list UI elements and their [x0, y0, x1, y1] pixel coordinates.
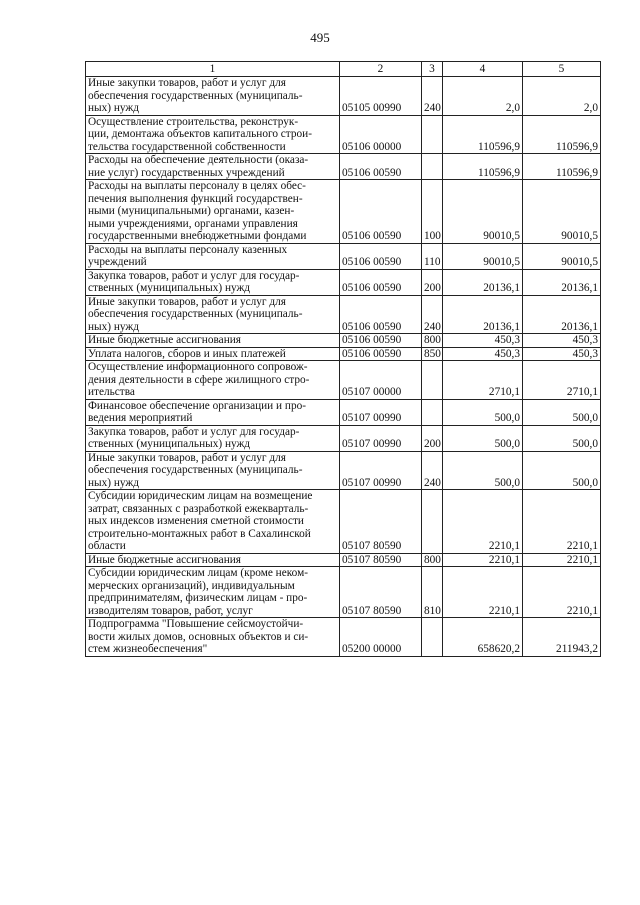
row-code: 05106 00000: [340, 115, 422, 154]
description-line: Финансовое обеспечение организации и про-: [88, 399, 307, 412]
description-line: Расходы на выплаты персоналу казенных: [88, 243, 288, 256]
row-expense-type: 810: [422, 567, 443, 618]
row-description: [86, 361, 340, 400]
row-description: [86, 295, 340, 334]
description-line: ных) нужд: [88, 102, 139, 114]
row-amount-2: 20136,1: [523, 269, 601, 295]
table-row: [86, 567, 601, 618]
table-row: [86, 115, 601, 154]
table-row: [86, 553, 601, 567]
row-description: [86, 115, 340, 154]
table-row: [86, 154, 601, 180]
description-line: Расходы на обеспечение деятельности (оказа-: [88, 154, 309, 166]
row-amount-2: 110596,9: [523, 154, 601, 180]
description-line: Осуществление информационного сопровож-: [88, 361, 308, 373]
description-line: Закупка товаров, работ и услуг для государ-: [88, 269, 300, 282]
row-expense-type: 100: [422, 180, 443, 244]
row-code: 05107 80590: [340, 553, 422, 567]
table-row: [86, 490, 601, 554]
row-description: [86, 567, 340, 618]
description-line: Уплата налогов, сборов и иных платежей: [88, 347, 286, 360]
description-line: Субсидии юридическим лицам (кроме неком-: [88, 567, 309, 579]
description-line: Иные бюджетные ассигнования: [88, 334, 241, 346]
description-line: ние услуг) государственных учреждений: [88, 166, 285, 179]
table-row: [86, 180, 601, 244]
description-line: Иные закупки товаров, работ и услуг для: [88, 295, 286, 308]
row-amount-1: 110596,9: [443, 115, 523, 154]
row-amount-1: 450,3: [443, 334, 523, 348]
row-description: [86, 490, 340, 554]
row-amount-1: 500,0: [443, 425, 523, 451]
table-row: [86, 399, 601, 425]
description-line: Расходы на выплаты персоналу в целях обес-: [88, 180, 306, 192]
row-amount-2: 450,3: [523, 334, 601, 348]
table-row: [86, 334, 601, 348]
row-expense-type: [422, 490, 443, 554]
row-description: [86, 154, 340, 180]
description-line: ными (муниципальными) органами, казен-: [88, 205, 295, 217]
row-code: 05106 00590: [340, 347, 422, 361]
description-line: ными учреждениями, органами управления: [88, 217, 298, 230]
row-code: 05200 00000: [340, 618, 422, 657]
column-header-amount-1: 4: [443, 62, 523, 77]
row-description: [86, 243, 340, 269]
row-amount-2: 20136,1: [523, 295, 601, 334]
description-line: Подпрограмма "Повышение сейсмоустойчи-: [88, 618, 304, 630]
row-description: [86, 77, 340, 116]
description-line: Иные закупки товаров, работ и услуг для: [88, 451, 286, 464]
row-description: [86, 451, 340, 490]
description-line: Иные бюджетные ассигнования: [88, 553, 241, 566]
row-amount-2: 90010,5: [523, 243, 601, 269]
table-row: [86, 451, 601, 490]
description-line: мерческих организаций), индивидуальным: [88, 579, 295, 592]
table-row: [86, 295, 601, 334]
row-amount-2: 500,0: [523, 451, 601, 490]
row-code: 05107 00000: [340, 361, 422, 400]
row-amount-2: 500,0: [523, 425, 601, 451]
row-expense-type: [422, 618, 443, 657]
row-amount-1: 2210,1: [443, 553, 523, 567]
row-code: 05106 00590: [340, 334, 422, 348]
column-header-name: 1: [86, 62, 340, 77]
description-line: дения деятельности в сфере жилищного стро-: [88, 373, 310, 386]
row-amount-2: 450,3: [523, 347, 601, 361]
table-row: [86, 425, 601, 451]
row-code: 05107 00990: [340, 425, 422, 451]
description-line: строительно-монтажных работ в Сахалинской: [88, 527, 311, 540]
description-line: Закупка товаров, работ и услуг для государ-: [88, 425, 300, 438]
row-amount-1: 2710,1: [443, 361, 523, 400]
row-expense-type: [422, 361, 443, 400]
row-expense-type: 240: [422, 451, 443, 490]
row-amount-1: 110596,9: [443, 154, 523, 180]
description-line: учреждений: [88, 256, 147, 268]
description-line: ведения мероприятий: [88, 412, 193, 424]
row-code: 05106 00590: [340, 243, 422, 269]
table-row: [86, 269, 601, 295]
description-line: обеспечения государственных (муниципаль-: [88, 464, 303, 476]
row-amount-1: 2210,1: [443, 490, 523, 554]
row-description: [86, 180, 340, 244]
description-line: обеспечения государственных (муниципаль-: [88, 308, 303, 320]
row-code: 05105 00990: [340, 77, 422, 116]
row-code: 05106 00590: [340, 295, 422, 334]
row-expense-type: 200: [422, 269, 443, 295]
row-expense-type: [422, 399, 443, 425]
row-amount-1: 20136,1: [443, 295, 523, 334]
row-description: [86, 425, 340, 451]
description-line: затрат, связанных с разработкой ежекварталь-: [88, 502, 309, 515]
row-expense-type: 200: [422, 425, 443, 451]
row-expense-type: [422, 154, 443, 180]
column-header-type: 3: [422, 62, 443, 77]
table-header-row: [86, 62, 601, 77]
row-amount-1: 500,0: [443, 399, 523, 425]
row-expense-type: [422, 115, 443, 154]
description-line: тельства государственной собственности: [88, 140, 286, 153]
row-code: 05107 80590: [340, 490, 422, 554]
row-amount-1: 90010,5: [443, 243, 523, 269]
row-amount-2: 2210,1: [523, 553, 601, 567]
table-row: [86, 243, 601, 269]
row-amount-2: 90010,5: [523, 180, 601, 244]
table-row: [86, 361, 601, 400]
row-amount-1: 658620,2: [443, 618, 523, 657]
description-line: ительства: [88, 386, 135, 398]
row-expense-type: 110: [422, 243, 443, 269]
budget-table: [85, 61, 601, 657]
column-header-amount-2: 5: [523, 62, 601, 77]
row-code: 05106 00590: [340, 154, 422, 180]
row-expense-type: 240: [422, 77, 443, 116]
description-line: вости жилых домов, основных объектов и си-: [88, 630, 309, 643]
row-code: 05106 00590: [340, 180, 422, 244]
description-line: области: [88, 540, 126, 552]
table-row: [86, 347, 601, 361]
row-code: 05107 00990: [340, 451, 422, 490]
description-line: обеспечения государственных (муниципаль-: [88, 89, 303, 102]
row-description: [86, 269, 340, 295]
row-amount-1: 2,0: [443, 77, 523, 116]
row-amount-2: 211943,2: [523, 618, 601, 657]
description-line: печения выполнения функций государствен-: [88, 192, 303, 205]
description-line: ственных (муниципальных) нужд: [88, 282, 251, 294]
row-code: 05106 00590: [340, 269, 422, 295]
row-description: [86, 618, 340, 657]
description-line: стем жизнеобеспечения": [88, 643, 208, 655]
row-amount-1: 20136,1: [443, 269, 523, 295]
row-amount-2: 110596,9: [523, 115, 601, 154]
row-amount-1: 90010,5: [443, 180, 523, 244]
row-amount-1: 2210,1: [443, 567, 523, 618]
row-amount-2: 2210,1: [523, 567, 601, 618]
description-line: ных индексов изменения сметной стоимости: [88, 515, 304, 527]
description-line: государственными внебюджетными фондами: [88, 230, 307, 242]
description-line: ных) нужд: [88, 476, 139, 489]
description-line: Осуществление строительства, реконструк-: [88, 115, 299, 128]
page-number: 495: [310, 30, 330, 45]
row-amount-1: 450,3: [443, 347, 523, 361]
description-line: ции, демонтажа объектов капитального строи-: [88, 128, 312, 140]
description-line: Субсидии юридическим лицам на возмещение: [88, 490, 313, 502]
row-amount-2: 500,0: [523, 399, 601, 425]
description-line: Иные закупки товаров, работ и услуг для: [88, 77, 286, 89]
row-description: [86, 334, 340, 348]
table-row: [86, 77, 601, 116]
row-code: 05107 80590: [340, 567, 422, 618]
table-body: [86, 77, 601, 657]
row-description: [86, 399, 340, 425]
row-expense-type: 240: [422, 295, 443, 334]
description-line: предпринимателям, физическим лицам - про-: [88, 592, 308, 604]
column-header-code: 2: [340, 62, 422, 77]
row-code: 05107 00990: [340, 399, 422, 425]
row-expense-type: 800: [422, 553, 443, 567]
row-amount-2: 2710,1: [523, 361, 601, 400]
description-line: изводителям товаров, работ, услуг: [88, 604, 253, 617]
table-row: [86, 618, 601, 657]
row-amount-1: 500,0: [443, 451, 523, 490]
description-line: ных) нужд: [88, 320, 139, 333]
row-description: [86, 347, 340, 361]
description-line: ственных (муниципальных) нужд: [88, 438, 251, 450]
row-amount-2: 2210,1: [523, 490, 601, 554]
row-amount-2: 2,0: [523, 77, 601, 116]
row-description: [86, 553, 340, 567]
row-expense-type: 800: [422, 334, 443, 348]
row-expense-type: 850: [422, 347, 443, 361]
